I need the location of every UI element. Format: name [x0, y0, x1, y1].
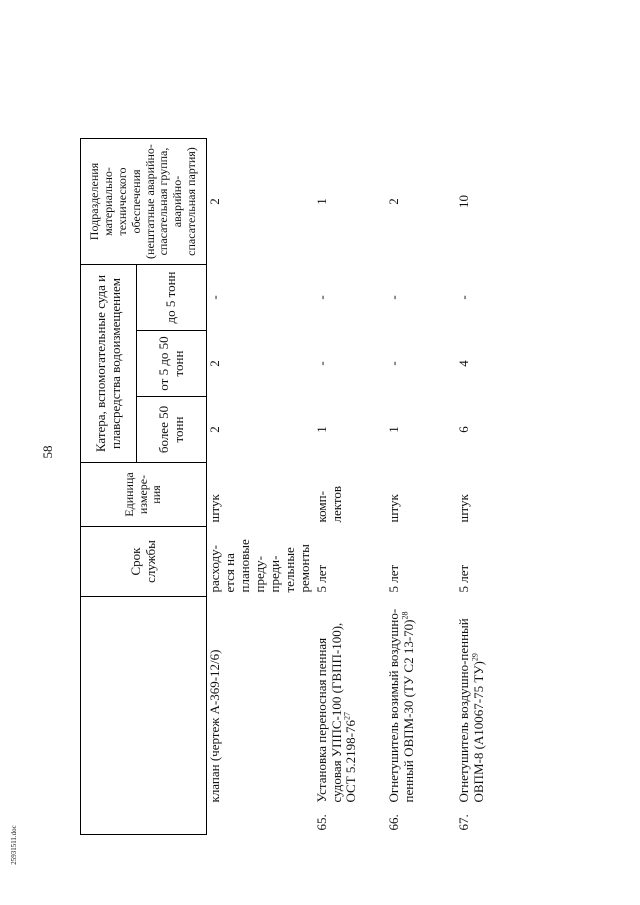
header-unit: Единица измере-ния	[81, 463, 207, 527]
row-service-life: 5 лет	[313, 564, 329, 593]
equipment-table	[80, 138, 526, 835]
row-subdivision: 2	[385, 198, 401, 205]
header-vessels-group: Катера, вспомогательные суда и плавсредства водоизмещением	[81, 265, 137, 463]
table-row	[456, 139, 526, 835]
row-over-50: 1	[313, 426, 329, 433]
header-subdivision: Подразделения материально-технического обеспечения (нештатные аварийно-спасательная группа, аварийно-спасательная партия)	[81, 139, 207, 265]
row-unit: штук	[207, 494, 222, 523]
header-5-to-50: от 5 до 50 тонн	[137, 331, 207, 397]
row-service-life: расходу-ется на плановые преду-преди-тельные ремонты	[207, 539, 312, 593]
row-up-to-5: -	[313, 295, 329, 300]
header-service-life: Срок службы	[81, 527, 207, 597]
row-unit: штук	[385, 494, 401, 523]
row-up-to-5: -	[207, 295, 222, 300]
row-subdivision: 1	[313, 198, 329, 205]
row-over-50: 6	[455, 426, 471, 433]
header-up-to-5: до 5 тонн	[137, 265, 207, 331]
row-5-to-50: -	[313, 361, 329, 366]
row-subdivision: 10	[455, 195, 471, 208]
row-name: клапан (чертеж А-369-12/6)	[207, 649, 222, 803]
table-row	[386, 139, 456, 835]
row-name: Огнетушитель возимый воздушно-пенный ОВПМ-30 (ТУ С2 13-70)$^{28}$	[385, 608, 416, 803]
row-up-to-5: -	[385, 295, 401, 300]
header-name	[81, 597, 207, 835]
page-number: 58	[40, 445, 55, 459]
table-row	[314, 139, 386, 835]
row-subdivision: 2	[207, 198, 222, 205]
row-service-life: 5 лет	[385, 564, 401, 593]
row-unit: комп-лектов	[313, 485, 344, 523]
row-over-50: 1	[385, 426, 401, 433]
row-name: Огнетушитель воздушно-пенный ОВПМ-8 (А10067-75 ТУ)$^{29}$	[455, 618, 486, 803]
row-number: 65.	[313, 814, 329, 831]
footer-filename: 25931511.doc	[10, 825, 18, 865]
row-5-to-50: 4	[455, 360, 471, 367]
header-row-1	[81, 139, 137, 835]
row-number	[207, 807, 314, 835]
table-row	[207, 139, 314, 835]
row-number: 66.	[385, 814, 401, 831]
row-5-to-50: -	[385, 361, 401, 366]
row-up-to-5: -	[455, 295, 471, 300]
row-name: Установка переносная пенная судовая УППС-100 (ГВПП-100), ОСТ $5.2198-76^{27}$	[313, 622, 359, 803]
row-number: 67.	[455, 814, 471, 831]
row-service-life: 5 лет	[455, 564, 471, 593]
row-over-50: 2	[207, 426, 222, 433]
row-unit: штук	[455, 494, 471, 523]
header-over-50: более 50 тонн	[137, 397, 207, 463]
row-5-to-50: 2	[207, 360, 222, 367]
